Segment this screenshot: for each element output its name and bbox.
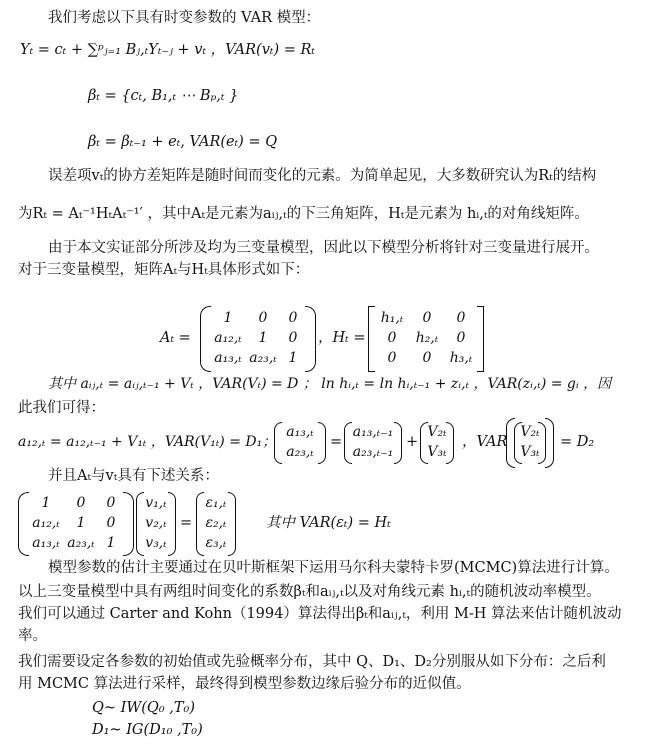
matrix-cell: a₁₂,ₜ: [214, 330, 242, 346]
relation-tail: 其中 VAR(εₜ) = Hₜ: [266, 515, 391, 531]
vector-v-t: [136, 492, 176, 554]
matrix-cell: v₃,ₜ: [145, 535, 167, 551]
matrix-cell: V₂ₜ: [427, 424, 447, 440]
matrix-cell: V₃ₜ: [520, 444, 540, 460]
matrix-cell: 0: [76, 495, 86, 511]
matrix-cell: 0: [456, 310, 466, 326]
matrix-cell: 0: [106, 515, 116, 531]
vector-v: [420, 422, 454, 462]
matrix-cell: v₁,ₜ: [145, 495, 167, 511]
matrix-cell: 1: [288, 350, 298, 366]
matrix-h: [368, 306, 484, 370]
matrix-cell: h₂,ₜ: [415, 330, 439, 346]
distribution-d1: D₁~ IG(D₁₀ ,T₀): [92, 722, 203, 738]
paragraph-2-line-2: 为Rₜ = Aₜ⁻¹HₜAₜ⁻¹′ ，其中Aₜ是元素为aᵢⱼ,ₜ的下三角矩阵，Hₜ是元素为 hᵢ,ₜ的对角线矩阵。: [18, 206, 589, 222]
matrix-cell: h₃,ₜ: [449, 350, 473, 366]
matrix-cell: 1: [41, 495, 51, 511]
paragraph-6-line-4: 率。: [18, 628, 47, 644]
plus-sign: +: [406, 434, 419, 450]
var-model-equation: Yₜ = cₜ + ∑ᵖⱼ₌₁ Bⱼ,ₜYₜ₋ⱼ + vₜ ，VAR(vₜ) = Rₜ: [20, 42, 315, 58]
matrix-cell: 0: [456, 330, 466, 346]
vector-epsilon-t: [196, 492, 236, 554]
vector-a-t-minus-1: [344, 422, 402, 462]
matrix-cell: a₁₂,ₜ: [32, 515, 60, 531]
matrix-cell: a₁₃,ₜ: [32, 535, 60, 551]
matrix-cell: V₃ₜ: [427, 444, 447, 460]
paragraph-6-line-1: 模型参数的估计主要通过在贝叶斯框架下运用马尔科夫蒙特卡罗(MCMC)算法进行计算。: [48, 560, 619, 576]
matrix-cell: 0: [106, 495, 116, 511]
matrix-cell: a₂₃,ₜ₋₁: [352, 444, 394, 460]
matrix-cell: 0: [387, 350, 397, 366]
beta-evolution-equation: βₜ = βₜ₋₁ + eₜ, VAR(eₜ) = Q: [88, 134, 278, 150]
paragraph-6-line-3: 我们可以通过 Carter and Kohn（1994）算法得出βₜ和aᵢⱼ,ₜ，利用 M-H 算法来估计随机波动: [18, 606, 622, 622]
matrix-cell: V₂ₜ: [520, 424, 540, 440]
vector-v-inner: [514, 422, 546, 462]
var-outer-paren: [506, 418, 554, 466]
paragraph-4-line-1: 其中 aᵢⱼ,ₜ = aᵢⱼ,ₜ₋₁ + Vₜ ，VAR(Vₜ) = D ； ln hᵢ,ₜ = ln hᵢ,ₜ₋₁ + zᵢ,ₜ ，VAR(zᵢ,ₜ) = gᵢ ，因: [48, 376, 612, 392]
paragraph-7-line-1: 我们需要设定各参数的初始值或先验概率分布，其中 Q、D₁、D₂分别服从如下分布：之后利: [18, 654, 606, 670]
equals-sign: =: [330, 434, 343, 450]
intro-line: 我们考虑以下具有时变参数的 VAR 模型：: [48, 10, 321, 26]
matrix-cell: ε₃,ₜ: [205, 535, 227, 551]
var-label: ，VAR: [462, 434, 508, 450]
paragraph-3-line-2: 对于三变量模型，矩阵Aₜ与Hₜ具体形式如下：: [18, 262, 310, 278]
matrix-cell: 0: [387, 330, 397, 346]
matrix-a: [200, 306, 316, 370]
matrix-cell: h₁,ₜ: [380, 310, 404, 326]
d2-result: = D₂: [560, 434, 595, 450]
distribution-q: Q~ IW(Q₀ ,T₀): [92, 700, 195, 716]
matrix-cell: a₁₃,ₜ: [214, 350, 242, 366]
matrix-cell: 0: [422, 310, 432, 326]
matrix-cell: a₂₃,ₜ: [249, 350, 277, 366]
paragraph-4-line-2: 此我们可得：: [18, 400, 105, 416]
matrix-cell: 1: [258, 330, 268, 346]
paragraph-2-line-1: 误差项vₜ的协方差矩阵是随时间而变化的元素。为简单起见，大多数研究认为Rₜ的结构: [48, 168, 597, 184]
matrix-cell: a₁₃,ₜ: [286, 424, 314, 440]
matrix-a-label: Aₜ =: [160, 330, 191, 346]
matrix-cell: 0: [422, 350, 432, 366]
equals-sign-2: =: [180, 515, 193, 531]
paragraph-5: 并且Aₜ与vₜ具有下述关系：: [48, 468, 219, 484]
beta-definition-equation: βₜ = {cₜ, B₁,ₜ ⋯ Bₚ,ₜ }: [88, 88, 239, 104]
matrix-cell: 1: [223, 310, 233, 326]
a12-equation: a₁₂,ₜ = a₁₂,ₜ₋₁ + V₁ₜ ，VAR(V₁ₜ) = D₁；: [18, 434, 277, 450]
matrix-cell: a₂₃,ₜ: [286, 444, 314, 460]
matrix-cell: a₂₃,ₜ: [67, 535, 95, 551]
vector-a-t: [274, 422, 326, 462]
lower-triangular-matrix: [18, 492, 134, 554]
matrix-cell: ε₂,ₜ: [205, 515, 227, 531]
matrix-cell: 1: [106, 535, 116, 551]
paragraph-3-line-1: 由于本文实证部分所涉及均为三变量模型，因此以下模型分析将针对三变量进行展开。: [48, 240, 599, 256]
matrix-cell: ε₁,ₜ: [205, 495, 227, 511]
matrix-cell: 1: [76, 515, 86, 531]
matrix-cell: 0: [258, 310, 268, 326]
matrix-cell: a₁₃,ₜ₋₁: [352, 424, 394, 440]
paragraph-6-line-2: 以上三变量模型中具有两组时间变化的系数βₜ和aᵢⱼ,ₜ以及对角线元素 hᵢ,ₜ的随机波动率模型。: [18, 584, 601, 600]
matrix-h-label: ，Hₜ =: [318, 330, 366, 346]
matrix-cell: 0: [288, 330, 298, 346]
matrix-cell: 0: [288, 310, 298, 326]
matrix-cell: v₂,ₜ: [145, 515, 167, 531]
paragraph-7-line-2: 用 MCMC 算法进行采样，最终得到模型参数边缘后验分布的近似值。: [18, 676, 471, 692]
